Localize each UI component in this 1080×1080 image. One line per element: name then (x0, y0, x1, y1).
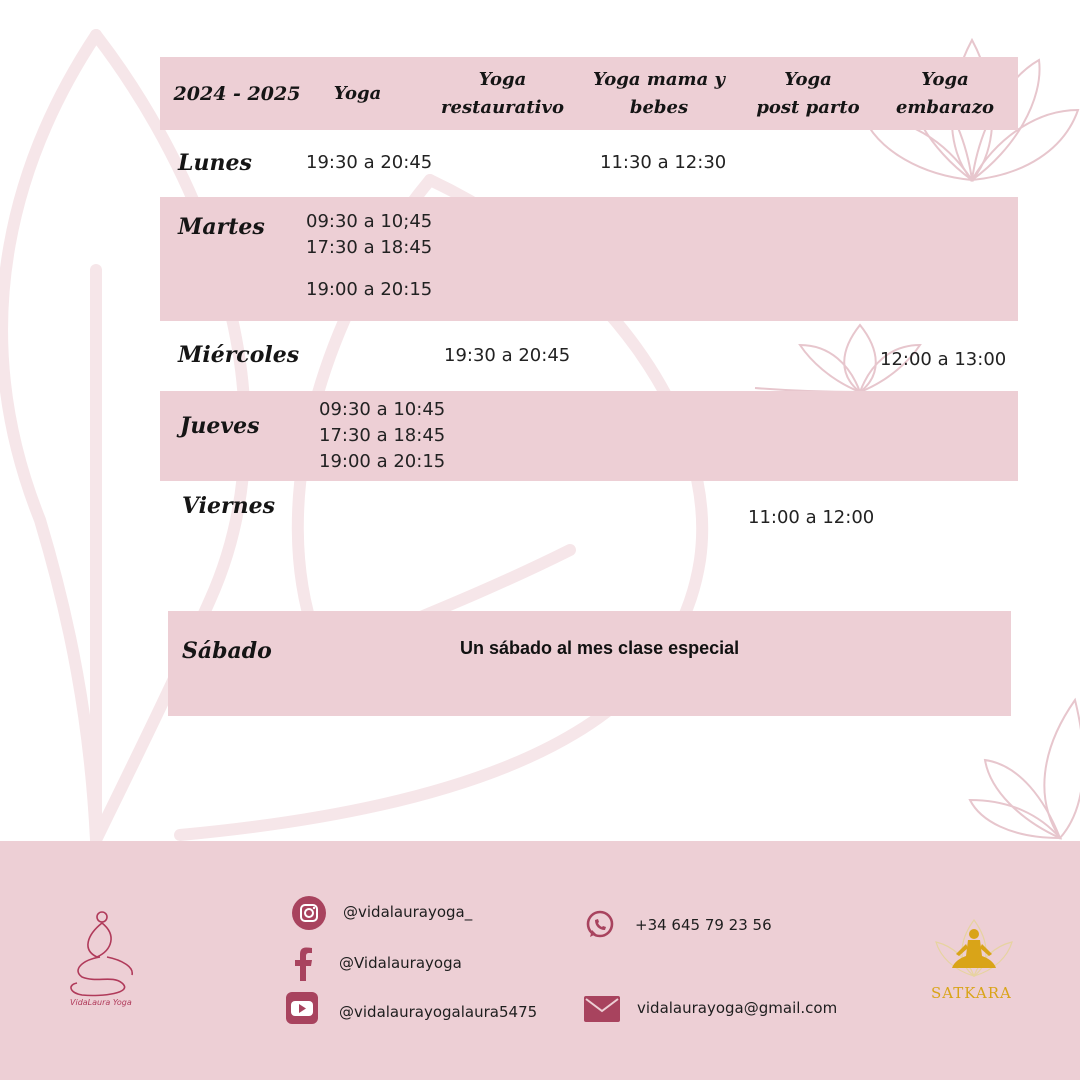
lunes-mama-bebes-time: 11:30 a 12:30 (600, 152, 727, 173)
whatsapp-icon[interactable] (585, 910, 615, 940)
day-sabado: Sábado (182, 638, 272, 664)
column-header-mama-bebes: Yoga mama y bebes (593, 69, 725, 118)
facebook-handle[interactable]: @Vidalaurayoga (339, 954, 462, 972)
day-miercoles: Miércoles (178, 342, 300, 368)
miercoles-restaurativo-time: 19:30 a 20:45 (444, 345, 571, 366)
column-header-post-parto: Yoga post parto (756, 69, 860, 118)
day-martes: Martes (178, 214, 265, 240)
day-lunes: Lunes (178, 150, 252, 176)
footer (0, 841, 1080, 1080)
instagram-handle[interactable]: @vidalaurayoga_ (343, 903, 473, 921)
email-address[interactable]: vidalaurayoga@gmail.com (637, 999, 838, 1017)
whatsapp-number[interactable]: +34 645 79 23 56 (635, 916, 772, 934)
martes-yoga-time-late: 19:00 a 20:15 (306, 279, 433, 300)
day-jueves: Jueves (180, 413, 260, 439)
column-header-restaurativo: Yoga restaurativo (441, 69, 564, 118)
youtube-handle[interactable]: @vidalaurayogalaura5475 (339, 1003, 538, 1021)
miercoles-embarazo-time: 12:00 a 13:00 (880, 349, 1007, 370)
facebook-icon[interactable] (292, 947, 314, 981)
viernes-post-parto-time: 11:00 a 12:00 (748, 507, 875, 528)
season-label: 2024 - 2025 (173, 83, 301, 105)
sabado-band (168, 611, 1011, 716)
martes-yoga-times: 09:30 a 10;45 17:30 a 18:45 (306, 211, 433, 258)
martes-row-band (160, 197, 1018, 321)
meditation-logo (928, 912, 1020, 984)
sabado-special-note: Un sábado al mes clase especial (460, 638, 740, 658)
right-logo-text: SATKARA (931, 984, 1012, 1002)
day-viernes: Viernes (182, 493, 276, 519)
column-header-embarazo: Yoga embarazo (895, 69, 995, 118)
youtube-icon[interactable] (286, 992, 318, 1024)
column-header-yoga: Yoga (333, 83, 382, 104)
lunes-yoga-time: 19:30 a 20:45 (306, 152, 433, 173)
jueves-yoga-times: 09:30 a 10:45 17:30 a 18:45 19:00 a 20:15 (319, 399, 446, 472)
instagram-icon[interactable] (292, 896, 326, 930)
left-logo-text: VidaLaura Yoga (70, 998, 132, 1007)
jueves-row-band (160, 391, 1018, 481)
mail-icon[interactable] (584, 996, 620, 1022)
